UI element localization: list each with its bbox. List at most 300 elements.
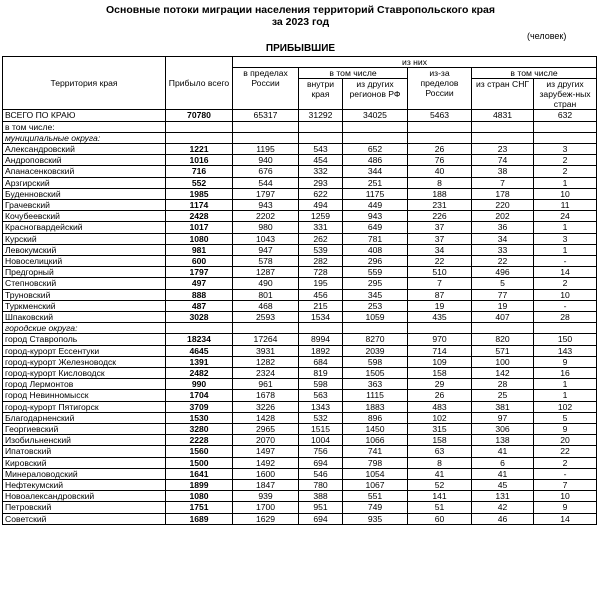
- value-cell: 716: [166, 166, 233, 177]
- value-cell: 449: [343, 200, 408, 211]
- territory-cell: Минераловодский: [3, 468, 166, 479]
- value-cell: 29: [408, 379, 472, 390]
- value-cell: 801: [233, 289, 299, 300]
- value-cell: 28: [472, 379, 534, 390]
- table-row: [3, 513, 597, 524]
- value-cell: 215: [299, 300, 343, 311]
- territory-cell: Ипатовский: [3, 446, 166, 457]
- value-cell: 3931: [233, 345, 299, 356]
- value-cell: 74: [472, 155, 534, 166]
- value-cell: 16: [534, 368, 597, 379]
- value-cell: 1704: [166, 390, 233, 401]
- territory-cell: город-курорт Железноводск: [3, 356, 166, 367]
- value-cell: 1560: [166, 446, 233, 457]
- territory-cell: Красногвардейский: [3, 222, 166, 233]
- value-cell: 1080: [166, 233, 233, 244]
- value-cell: 1530: [166, 412, 233, 423]
- value-cell: 138: [472, 435, 534, 446]
- value-cell: 28: [534, 312, 597, 323]
- territory-cell: город Невинномысск: [3, 390, 166, 401]
- value-cell: 951: [299, 502, 343, 513]
- value-cell: 77: [472, 289, 534, 300]
- table-row: [3, 424, 597, 435]
- value-cell: 40: [408, 166, 472, 177]
- territory-cell: город-курорт Кисловодск: [3, 368, 166, 379]
- group-label-row: [3, 121, 597, 132]
- value-cell: 226: [408, 211, 472, 222]
- value-cell: 935: [343, 513, 408, 524]
- empty-cell: [408, 132, 472, 143]
- value-cell: 45: [472, 480, 534, 491]
- value-cell: 26: [408, 143, 472, 154]
- empty-cell: [534, 323, 597, 334]
- value-cell: 31292: [299, 110, 343, 121]
- value-cell: 38: [472, 166, 534, 177]
- value-cell: 510: [408, 267, 472, 278]
- table-row: [3, 457, 597, 468]
- table-row: [3, 143, 597, 154]
- value-cell: 2: [534, 155, 597, 166]
- value-cell: 231: [408, 200, 472, 211]
- value-cell: 1497: [233, 446, 299, 457]
- territory-cell: Степновский: [3, 278, 166, 289]
- value-cell: 1054: [343, 468, 408, 479]
- value-cell: 37: [408, 222, 472, 233]
- value-cell: 1067: [343, 480, 408, 491]
- value-cell: 70780: [166, 110, 233, 121]
- value-cell: 468: [233, 300, 299, 311]
- value-cell: 756: [299, 446, 343, 457]
- territory-cell: Благодарненский: [3, 412, 166, 423]
- value-cell: 1797: [233, 188, 299, 199]
- value-cell: 1883: [343, 401, 408, 412]
- value-cell: -: [534, 468, 597, 479]
- value-cell: 7: [472, 177, 534, 188]
- territory-cell: город-курорт Ессентуки: [3, 345, 166, 356]
- value-cell: 2: [534, 278, 597, 289]
- value-cell: 408: [343, 244, 408, 255]
- territory-cell: Советский: [3, 513, 166, 524]
- table-row: [3, 278, 597, 289]
- value-cell: 381: [472, 401, 534, 412]
- value-cell: 195: [299, 278, 343, 289]
- value-cell: 728: [299, 267, 343, 278]
- value-cell: 1221: [166, 143, 233, 154]
- value-cell: 456: [299, 289, 343, 300]
- territory-cell: Курский: [3, 233, 166, 244]
- value-cell: 1500: [166, 457, 233, 468]
- value-cell: 1004: [299, 435, 343, 446]
- value-cell: 487: [166, 300, 233, 311]
- empty-cell: [299, 323, 343, 334]
- value-cell: 41: [472, 468, 534, 479]
- table-row: [3, 211, 597, 222]
- value-cell: 65317: [233, 110, 299, 121]
- empty-cell: [408, 121, 472, 132]
- territory-cell: Левокумский: [3, 244, 166, 255]
- value-cell: 14: [534, 513, 597, 524]
- value-cell: 10: [534, 289, 597, 300]
- value-cell: 749: [343, 502, 408, 513]
- header-cis: из стран СНГ: [472, 79, 534, 110]
- empty-cell: [472, 132, 534, 143]
- value-cell: 1641: [166, 468, 233, 479]
- territory-cell: Труновский: [3, 289, 166, 300]
- value-cell: 345: [343, 289, 408, 300]
- value-cell: 2202: [233, 211, 299, 222]
- territory-cell: Арзгирский: [3, 177, 166, 188]
- value-cell: 494: [299, 200, 343, 211]
- value-cell: 676: [233, 166, 299, 177]
- title-line-1: Основные потоки миграции населения территорий Ставропольского края: [106, 4, 495, 16]
- territory-cell: Шпаковский: [3, 312, 166, 323]
- territory-cell: Новоселицкий: [3, 256, 166, 267]
- value-cell: 87: [408, 289, 472, 300]
- value-cell: 3028: [166, 312, 233, 323]
- group-label-row: [3, 132, 597, 143]
- value-cell: 1: [534, 177, 597, 188]
- value-cell: 4831: [472, 110, 534, 121]
- value-cell: 76: [408, 155, 472, 166]
- value-cell: 158: [408, 368, 472, 379]
- value-cell: 102: [534, 401, 597, 412]
- table-row: [3, 379, 597, 390]
- value-cell: 1195: [233, 143, 299, 154]
- value-cell: 3226: [233, 401, 299, 412]
- value-cell: 17264: [233, 334, 299, 345]
- value-cell: 18234: [166, 334, 233, 345]
- value-cell: 1: [534, 244, 597, 255]
- value-cell: 1797: [166, 267, 233, 278]
- group-label: в том числе:: [3, 121, 166, 132]
- table-row: [3, 256, 597, 267]
- value-cell: 282: [299, 256, 343, 267]
- value-cell: 2039: [343, 345, 408, 356]
- empty-cell: [166, 121, 233, 132]
- value-cell: 42: [472, 502, 534, 513]
- value-cell: 52: [408, 480, 472, 491]
- value-cell: 41: [472, 446, 534, 457]
- value-cell: 1450: [343, 424, 408, 435]
- value-cell: 1: [534, 390, 597, 401]
- value-cell: 363: [343, 379, 408, 390]
- value-cell: 20: [534, 435, 597, 446]
- value-cell: 33: [472, 244, 534, 255]
- group-label: муниципальные округа:: [3, 132, 166, 143]
- value-cell: 407: [472, 312, 534, 323]
- value-cell: 1282: [233, 356, 299, 367]
- value-cell: 23: [472, 143, 534, 154]
- value-cell: 296: [343, 256, 408, 267]
- section-title: ПРИБЫВШИЕ: [265, 43, 336, 54]
- territory-cell: Андроповский: [3, 155, 166, 166]
- value-cell: 3280: [166, 424, 233, 435]
- header-within-russia: в пределах России: [233, 68, 299, 110]
- value-cell: 820: [472, 334, 534, 345]
- value-cell: -: [534, 300, 597, 311]
- value-cell: 1629: [233, 513, 299, 524]
- territory-cell: Георгиевский: [3, 424, 166, 435]
- value-cell: 9: [534, 356, 597, 367]
- table-row: [3, 188, 597, 199]
- value-cell: 990: [166, 379, 233, 390]
- value-cell: 649: [343, 222, 408, 233]
- value-cell: 2482: [166, 368, 233, 379]
- value-cell: 684: [299, 356, 343, 367]
- territory-cell: Кочубеевский: [3, 211, 166, 222]
- value-cell: 315: [408, 424, 472, 435]
- value-cell: 559: [343, 267, 408, 278]
- value-cell: 598: [343, 356, 408, 367]
- value-cell: 1043: [233, 233, 299, 244]
- value-cell: 1059: [343, 312, 408, 323]
- value-cell: 741: [343, 446, 408, 457]
- table-row: [3, 480, 597, 491]
- empty-cell: [534, 121, 597, 132]
- table-row: [3, 289, 597, 300]
- value-cell: 1174: [166, 200, 233, 211]
- value-cell: 2228: [166, 435, 233, 446]
- territory-cell: ВСЕГО ПО КРАЮ: [3, 110, 166, 121]
- table-row: [3, 435, 597, 446]
- value-cell: 25: [472, 390, 534, 401]
- value-cell: 981: [166, 244, 233, 255]
- value-cell: 97: [472, 412, 534, 423]
- value-cell: 2593: [233, 312, 299, 323]
- value-cell: 1899: [166, 480, 233, 491]
- value-cell: 131: [472, 491, 534, 502]
- empty-cell: [299, 132, 343, 143]
- header-of-them: из них: [233, 57, 597, 68]
- empty-cell: [233, 323, 299, 334]
- table-row: [3, 401, 597, 412]
- territory-cell: город-курорт Пятигорск: [3, 401, 166, 412]
- value-cell: 100: [472, 356, 534, 367]
- value-cell: 19: [472, 300, 534, 311]
- value-cell: 496: [472, 267, 534, 278]
- value-cell: 22: [534, 446, 597, 457]
- table-row: [3, 300, 597, 311]
- value-cell: 943: [233, 200, 299, 211]
- table-row: [3, 390, 597, 401]
- value-cell: 943: [343, 211, 408, 222]
- value-cell: 486: [343, 155, 408, 166]
- value-cell: 6: [472, 457, 534, 468]
- value-cell: 1115: [343, 390, 408, 401]
- value-cell: 1428: [233, 412, 299, 423]
- value-cell: 331: [299, 222, 343, 233]
- header-territory: Территория края: [3, 57, 166, 110]
- value-cell: 563: [299, 390, 343, 401]
- value-cell: 947: [233, 244, 299, 255]
- table-row: [3, 468, 597, 479]
- page-title: [0, 4, 601, 28]
- header-incl: в том числе: [299, 68, 408, 79]
- value-cell: 694: [299, 457, 343, 468]
- value-cell: 532: [299, 412, 343, 423]
- table-row: [3, 222, 597, 233]
- value-cell: 483: [408, 401, 472, 412]
- table-row: [3, 155, 597, 166]
- value-cell: 10: [534, 188, 597, 199]
- value-cell: 22: [408, 256, 472, 267]
- empty-cell: [166, 132, 233, 143]
- value-cell: 10: [534, 491, 597, 502]
- value-cell: 8: [408, 457, 472, 468]
- value-cell: 11: [534, 200, 597, 211]
- value-cell: 293: [299, 177, 343, 188]
- value-cell: 1600: [233, 468, 299, 479]
- territory-cell: Новоалександровский: [3, 491, 166, 502]
- value-cell: 1017: [166, 222, 233, 233]
- value-cell: 5: [472, 278, 534, 289]
- value-cell: 295: [343, 278, 408, 289]
- value-cell: 306: [472, 424, 534, 435]
- value-cell: 9: [534, 424, 597, 435]
- empty-cell: [472, 323, 534, 334]
- territory-cell: Изобильненский: [3, 435, 166, 446]
- value-cell: 598: [299, 379, 343, 390]
- value-cell: 7: [408, 278, 472, 289]
- table-row: [3, 200, 597, 211]
- table-row: [3, 446, 597, 457]
- value-cell: 798: [343, 457, 408, 468]
- value-cell: 36: [472, 222, 534, 233]
- table-row: [3, 345, 597, 356]
- value-cell: 1751: [166, 502, 233, 513]
- value-cell: 63: [408, 446, 472, 457]
- value-cell: 19: [408, 300, 472, 311]
- value-cell: 781: [343, 233, 408, 244]
- value-cell: 142: [472, 368, 534, 379]
- value-cell: 202: [472, 211, 534, 222]
- value-cell: 143: [534, 345, 597, 356]
- value-cell: 980: [233, 222, 299, 233]
- value-cell: 3: [534, 233, 597, 244]
- value-cell: 539: [299, 244, 343, 255]
- territory-cell: Апанасенковский: [3, 166, 166, 177]
- value-cell: 1: [534, 379, 597, 390]
- value-cell: 600: [166, 256, 233, 267]
- territory-cell: Буденновский: [3, 188, 166, 199]
- table-row: [3, 491, 597, 502]
- value-cell: 109: [408, 356, 472, 367]
- migration-table: [2, 56, 597, 525]
- territory-cell: город Ставрополь: [3, 334, 166, 345]
- territory-cell: город Лермонтов: [3, 379, 166, 390]
- value-cell: 1534: [299, 312, 343, 323]
- value-cell: 454: [299, 155, 343, 166]
- value-cell: 220: [472, 200, 534, 211]
- value-cell: 819: [299, 368, 343, 379]
- value-cell: 652: [343, 143, 408, 154]
- value-cell: 940: [233, 155, 299, 166]
- value-cell: 1287: [233, 267, 299, 278]
- value-cell: 1689: [166, 513, 233, 524]
- value-cell: 497: [166, 278, 233, 289]
- territory-cell: Предгорный: [3, 267, 166, 278]
- header-incl-2: в том числе: [472, 68, 597, 79]
- empty-cell: [343, 121, 408, 132]
- value-cell: 188: [408, 188, 472, 199]
- empty-cell: [472, 121, 534, 132]
- value-cell: 150: [534, 334, 597, 345]
- value-cell: 37: [408, 233, 472, 244]
- value-cell: 1259: [299, 211, 343, 222]
- value-cell: 2428: [166, 211, 233, 222]
- value-cell: 8994: [299, 334, 343, 345]
- value-cell: 5: [534, 412, 597, 423]
- value-cell: 2: [534, 166, 597, 177]
- value-cell: -: [534, 256, 597, 267]
- unit-label: (человек): [527, 31, 567, 41]
- value-cell: 1700: [233, 502, 299, 513]
- territory-cell: Петровский: [3, 502, 166, 513]
- empty-cell: [233, 121, 299, 132]
- table-row: [3, 502, 597, 513]
- value-cell: 1847: [233, 480, 299, 491]
- value-cell: 102: [408, 412, 472, 423]
- value-cell: 332: [299, 166, 343, 177]
- value-cell: 8270: [343, 334, 408, 345]
- group-label-row: [3, 323, 597, 334]
- empty-cell: [343, 132, 408, 143]
- value-cell: 3: [534, 143, 597, 154]
- value-cell: 7: [534, 480, 597, 491]
- value-cell: 1343: [299, 401, 343, 412]
- value-cell: 546: [299, 468, 343, 479]
- value-cell: 551: [343, 491, 408, 502]
- header-within-region: внутри края: [299, 79, 343, 110]
- value-cell: 51: [408, 502, 472, 513]
- value-cell: 388: [299, 491, 343, 502]
- table-row: [3, 334, 597, 345]
- value-cell: 1985: [166, 188, 233, 199]
- value-cell: 1: [534, 222, 597, 233]
- value-cell: 571: [472, 345, 534, 356]
- value-cell: 1492: [233, 457, 299, 468]
- empty-cell: [166, 323, 233, 334]
- value-cell: 22: [472, 256, 534, 267]
- header-other-regions: из других регионов РФ: [343, 79, 408, 110]
- territory-cell: Александровский: [3, 143, 166, 154]
- empty-cell: [408, 323, 472, 334]
- header-outside-russia: из-за пределов России: [408, 68, 472, 110]
- value-cell: 141: [408, 491, 472, 502]
- value-cell: 1515: [299, 424, 343, 435]
- value-cell: 578: [233, 256, 299, 267]
- table-row: [3, 412, 597, 423]
- table-row: [3, 233, 597, 244]
- value-cell: 46: [472, 513, 534, 524]
- value-cell: 544: [233, 177, 299, 188]
- value-cell: 158: [408, 435, 472, 446]
- empty-cell: [343, 323, 408, 334]
- territory-cell: Туркменский: [3, 300, 166, 311]
- value-cell: 1678: [233, 390, 299, 401]
- value-cell: 2324: [233, 368, 299, 379]
- table-row: [3, 244, 597, 255]
- table-row: [3, 267, 597, 278]
- value-cell: 41: [408, 468, 472, 479]
- table-row: [3, 368, 597, 379]
- value-cell: 60: [408, 513, 472, 524]
- title-line-2: за 2023 год: [271, 16, 330, 28]
- value-cell: 3709: [166, 401, 233, 412]
- table-row: [3, 177, 597, 188]
- value-cell: 1080: [166, 491, 233, 502]
- header-total: Прибыло всего: [166, 57, 233, 110]
